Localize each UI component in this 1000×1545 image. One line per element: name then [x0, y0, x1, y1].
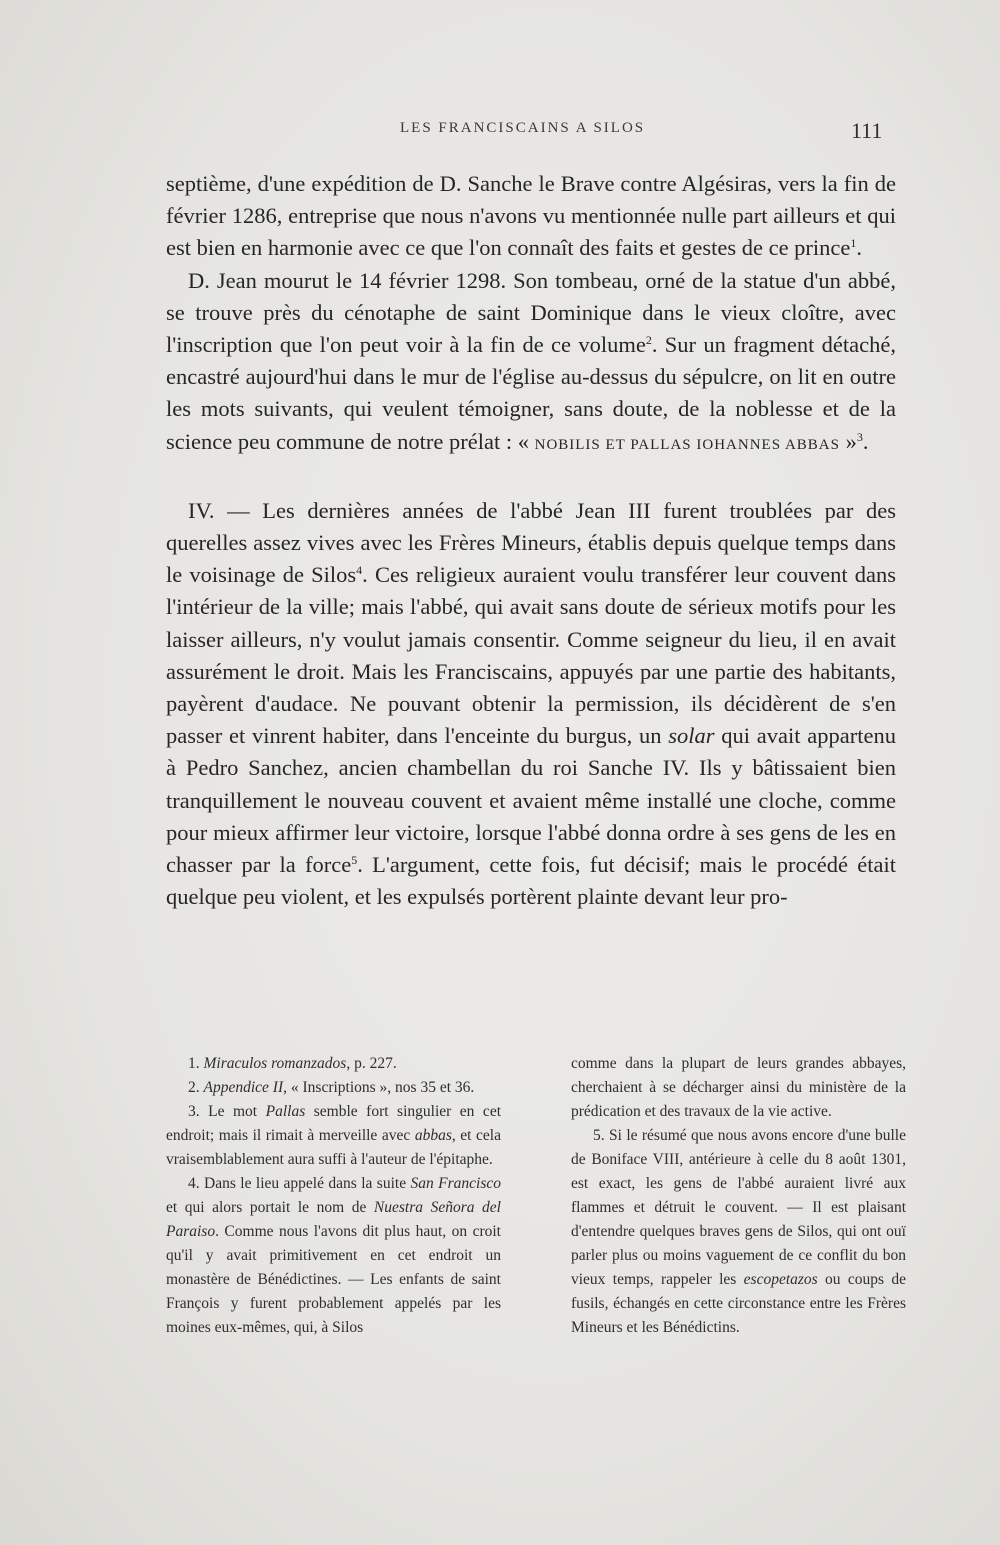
footnote-4-text-c: . Comme nous l'avons dit plus haut, on croit qu'il y avait primitivement en cet endroit un monastère de Bénédictines. — Les enfants de saint François y furent probablement appelés par les moines eux-mêmes, qui, à Silos — [166, 1223, 501, 1336]
footnote-2-number: 2. — [188, 1079, 204, 1096]
paragraph-2-text-b: . Sur un fragment détaché, encastré aujourd'hui dans le mur de l'église au-dessus du sépulcre, on lit en outre les mots suivants, qui veulent témoigner, sans doute, de la noblesse et de la science peu commune de notre prélat : « — [166, 332, 896, 454]
main-text — [166, 168, 896, 913]
footnote-4-text-b: et qui alors portait le nom de — [166, 1199, 374, 1216]
footnote-4-continued: comme dans la plupart de leurs grandes abbayes, cherchaient à se décharger ainsi du ministère de la prédication et des travaux de la vie active. — [571, 1055, 906, 1120]
footnotes-right-column — [571, 1052, 906, 1340]
footnote-3-abbas: abbas — [414, 1127, 452, 1144]
footnote-ref-1: 1 — [850, 236, 857, 251]
section-iv-text-c: qui avait appartenu à Pedro Sanchez, ancien chambellan du roi Sanche IV. Ils y bâtissaient bien tranquillement le nouveau couvent et avaient même installé une cloche, comme pour mieux affirmer leur victoire, lorsque l'abbé donna ordre à ses gens de les en chasser par la force — [166, 723, 896, 878]
paragraph-2-text-c: » — [839, 428, 857, 454]
footnote-5 — [571, 1124, 906, 1340]
section-iv-text-b: . Ces religieux auraient voulu transférer leur couvent dans l'intérieur de la ville; mais l'abbé, qui avait sans doute de sérieux motifs pour les laisser ailleurs, n'y voulut jamais consentir. Comme seigneur du lieu, il en avait assurément le droit. Mais les Franciscains, appuyés par une partie des habitants, payèrent d'audace. Ne pouvant obtenir la permission, ils décidèrent de s'en passer et vinrent habiter, dans l'enceinte du burgus, un — [166, 562, 897, 749]
footnote-3 — [166, 1100, 501, 1172]
footnote-ref-5: 5 — [351, 853, 358, 868]
footnote-ref-3: 3 — [856, 429, 863, 444]
footnote-1-title: Miraculos romanzados — [203, 1055, 347, 1072]
epitaph-inscription: NOBILIS ET PALLAS IOHANNES ABBAS — [534, 436, 840, 453]
page-number: 111 — [851, 118, 883, 143]
footnote-ref-4: 4 — [356, 563, 363, 578]
footnotes-left-column — [166, 1052, 501, 1340]
section-iv-paragraph — [166, 495, 896, 914]
footnote-1-number: 1. — [188, 1055, 204, 1072]
footnote-2-title: Appendice II — [203, 1079, 284, 1096]
footnote-3-pallas: Pallas — [265, 1103, 306, 1120]
paragraph-1-end: . — [856, 235, 863, 261]
footnote-2 — [166, 1076, 501, 1100]
footnote-5-escopetazos: escopetazos — [743, 1271, 818, 1288]
footnote-1 — [166, 1052, 501, 1076]
footnote-3-text-c: , et cela vraisemblablement aura suffi à l'auteur de l'épitaphe. — [166, 1127, 501, 1168]
paragraph-2-end: . — [862, 428, 869, 454]
footnote-4 — [166, 1172, 501, 1340]
paragraph-2 — [166, 265, 896, 461]
section-iv-text-a: IV. — Les dernières années de l'abbé Jean III furent troublées par des querelles assez vives avec les Frères Mineurs, établis depuis quelque temps dans le voisinage de Silos — [166, 497, 896, 588]
footnote-1-text: , p. 227. — [346, 1055, 397, 1072]
paragraph-2-text-a: D. Jean mourut le 14 février 1298. Son tombeau, orné de la statue d'un abbé, se trouve près du cénotaphe de saint Dominique dans le vieux cloître, avec l'inscription que l'on peut voir à la fin de ce volume — [166, 267, 896, 358]
footnote-5-text-b: ou coups de fusils, échangés en cette circonstance entre les Frères Mineurs et les Bénédictins. — [571, 1271, 906, 1336]
footnote-2-text: , « Inscriptions », nos 35 et 36. — [283, 1079, 475, 1096]
footnotes — [166, 1052, 906, 1340]
footnote-3-number: 3. — [188, 1103, 209, 1120]
footnote-5-text-a: Si le résumé que nous avons encore d'une bulle de Boniface VIII, antérieure à celle du 8 août 1301, est exact, les gens de l'abbé auraient livré aux flammes et détruit le couvent. — Il est plaisant d'entendre quelques braves gens de Silos, qui ont ouï parler plus ou moins vaguement de ce conflit du bon vieux temps, rappeler les — [571, 1127, 906, 1288]
footnote-3-text-a: Le mot — [208, 1103, 266, 1120]
footnote-4-san-francisco: San Francisco — [410, 1175, 501, 1192]
footnote-5-number: 5. — [593, 1127, 610, 1144]
running-title: LES FRANCISCAINS A SILOS — [400, 120, 646, 136]
footnote-4-number: 4. — [188, 1175, 205, 1192]
footnote-4-nuestra-senora: Nuestra Señora del Paraiso — [166, 1199, 501, 1240]
paragraph-1 — [166, 168, 896, 265]
paragraph-1-text: septième, d'une expédition de D. Sanche le Brave contre Algésiras, vers la fin de février 1286, entreprise que nous n'avons vu mentionnée nulle part ailleurs et qui est bien en harmonie avec ce que l'on connaît des faits et gestes de ce prince — [166, 171, 896, 261]
footnote-3-text-b: semble fort singulier en cet endroit; mais il rimait à merveille avec — [166, 1103, 502, 1144]
solar-term: solar — [668, 723, 715, 749]
footnote-4-text-a: Dans le lieu appelé dans la suite — [204, 1175, 411, 1192]
footnote-ref-2: 2 — [645, 333, 652, 348]
section-iv-text-d: . L'argument, cette fois, fut décisif; mais le procédé était quelque peu violent, et les expulsés portèrent plainte devant leur pro- — [166, 852, 896, 910]
